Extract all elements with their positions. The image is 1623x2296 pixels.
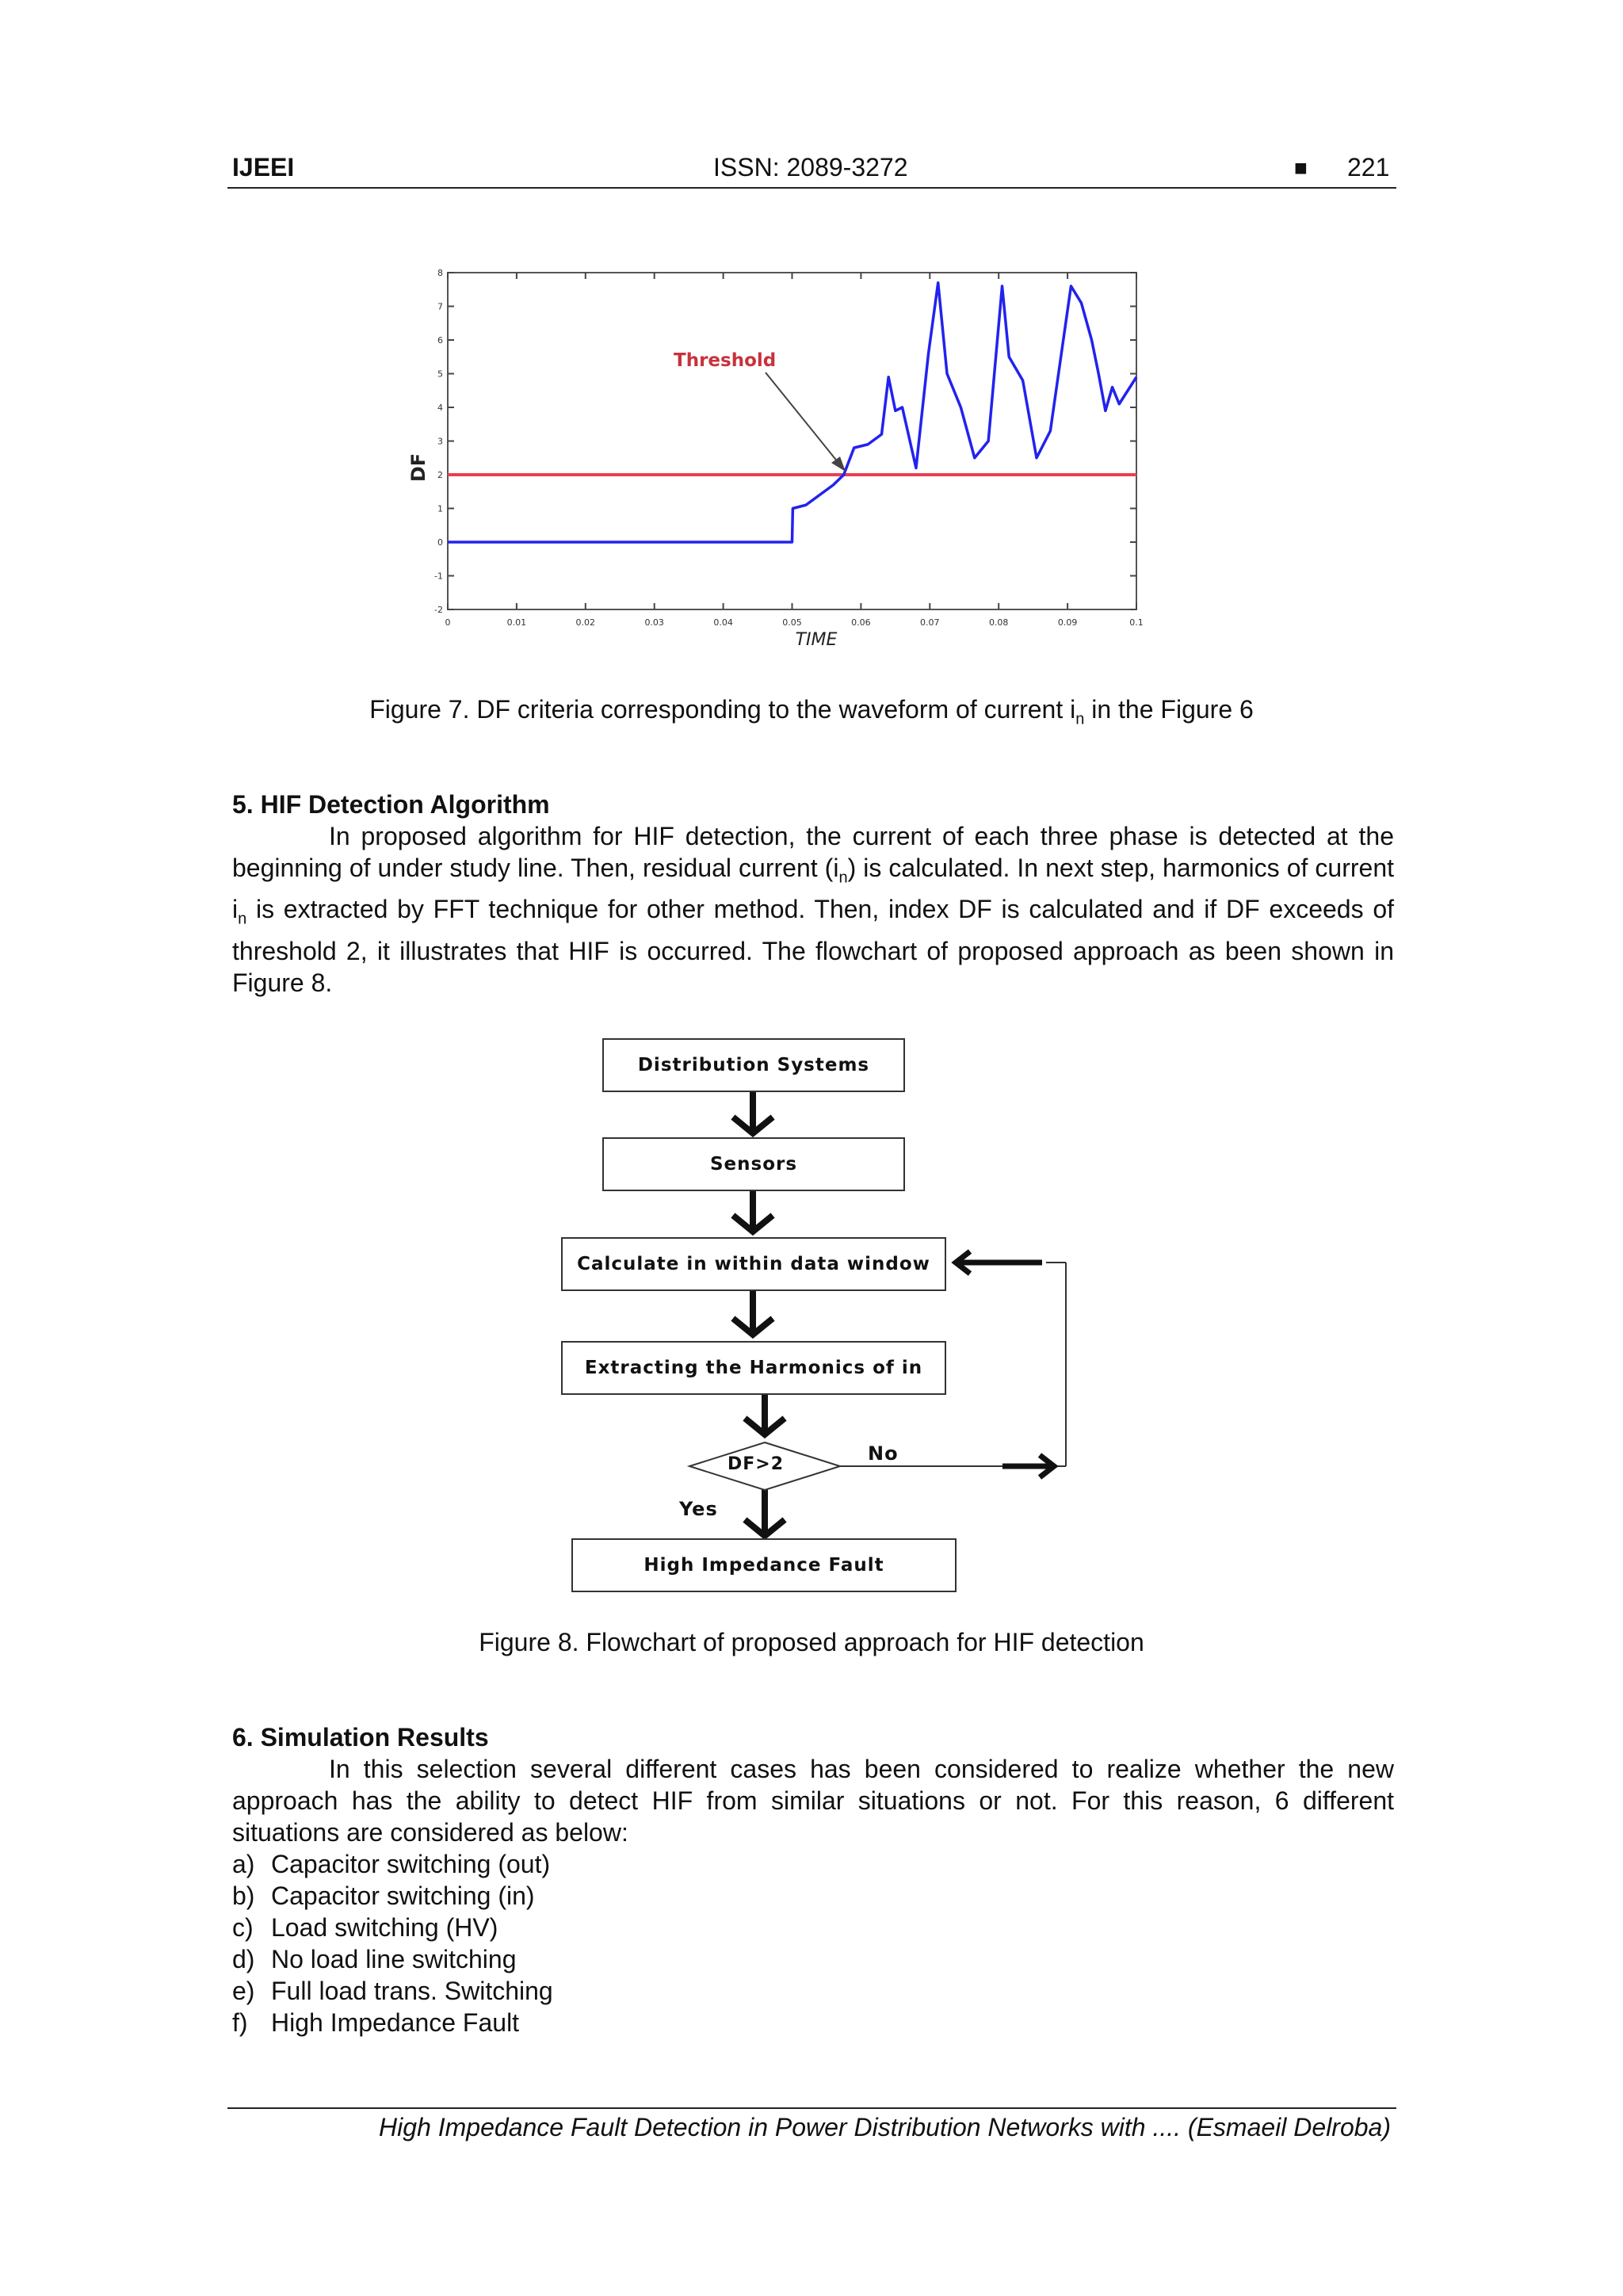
list-marker: d) [232,1945,255,1973]
x-tick-label: 0 [445,617,451,628]
box-high-impedance-fault: High Impedance Fault [571,1538,957,1592]
x-tick-label: 0.03 [644,617,664,628]
x-tick-label: 0.07 [920,617,940,628]
header-rule [227,187,1396,189]
flowchart-connectors [555,1030,1125,1601]
x-tick-label: 0.06 [851,617,871,628]
y-tick-label: 0 [437,537,443,548]
footer-rule [227,2107,1396,2109]
list-text: Full load trans. Switching [271,1977,553,2005]
list-text: No load line switching [271,1945,517,1973]
y-tick-label: 4 [437,403,443,413]
list-marker: c) [232,1913,254,1942]
square-bullet-icon: ■ [1294,155,1308,180]
figure7-caption: Figure 7. DF criteria corresponding to the waveform of current $i_n$ in the Figure 6 [369,695,1254,728]
box-sensors: Sensors [602,1137,905,1191]
box-extracting-harmonics: Extracting the Harmonics of in [561,1341,946,1395]
issn: ISSN: 2089-3272 [713,153,908,181]
no-label: No [868,1442,899,1465]
y-tick-label: -1 [434,571,443,582]
y-tick-label: 8 [437,268,443,278]
y-axis-label: DF [407,453,430,483]
figure8-caption: Figure 8. Flowchart of proposed approach for HIF detection [479,1628,1144,1656]
yes-label: Yes [679,1498,718,1520]
list-marker: e) [232,1977,255,2005]
x-tick-label: 0.08 [988,617,1009,628]
x-axis-label: TIME [795,630,838,650]
decision-label: DF>2 [727,1454,785,1474]
list-marker: b) [232,1881,255,1910]
df-chart [396,262,1157,658]
x-tick-label: 0.01 [506,617,527,628]
x-tick-label: 0.02 [575,617,596,628]
y-tick-label: -2 [434,605,443,615]
box-distribution-systems: Distribution Systems [602,1038,905,1092]
x-tick-label: 0.05 [782,617,802,628]
y-tick-label: 3 [437,436,443,447]
page-number: 221 [1347,153,1390,181]
footer-text: High Impedance Fault Detection in Power Distribution Networks with .... (Esmaeil Delroba) [379,2113,1391,2141]
section5-title: 5. HIF Detection Algorithm [232,790,550,819]
threshold-annotation: Threshold [674,350,777,371]
list-text: Capacitor switching (in) [271,1881,535,1910]
y-tick-label: 5 [437,369,443,380]
list-marker: a) [232,1850,255,1878]
list-marker: f) [232,2008,248,2037]
journal-name: IJEEI [232,153,295,181]
x-tick-label: 0.09 [1057,617,1078,628]
section6-body: In this selection several different cases has been considered to realize whether the new approach has the ability to detect HIF from similar situations or not. For this reason, 6 different situations are considered as below: [232,1755,1394,1847]
y-tick-label: 1 [437,503,443,514]
section6-title: 6. Simulation Results [232,1723,489,1752]
y-tick-label: 6 [437,335,443,346]
x-tick-label: 0.1 [1129,617,1144,628]
list-text: Capacitor switching (out) [271,1850,551,1878]
list-text: Load switching (HV) [271,1913,498,1942]
y-tick-label: 7 [437,301,443,312]
x-tick-label: 0.04 [713,617,733,628]
list-text: High Impedance Fault [271,2008,520,2037]
y-tick-label: 2 [437,470,443,480]
box-calculate-in: Calculate in within data window [561,1237,946,1291]
section5-body: In proposed algorithm for HIF detection, the current of each three phase is detected at the beginning of under study line. Then, residual current $(i_n)$ is calculated. In next step, harmonics of current $i_n$ is extracted by FFT technique for other method. Then, index DF is calculated and if DF exceeds of threshold 2, it illustrates that HIF is occurred. The flowchart of proposed approach as been shown in Figure 8. [232,822,1394,997]
